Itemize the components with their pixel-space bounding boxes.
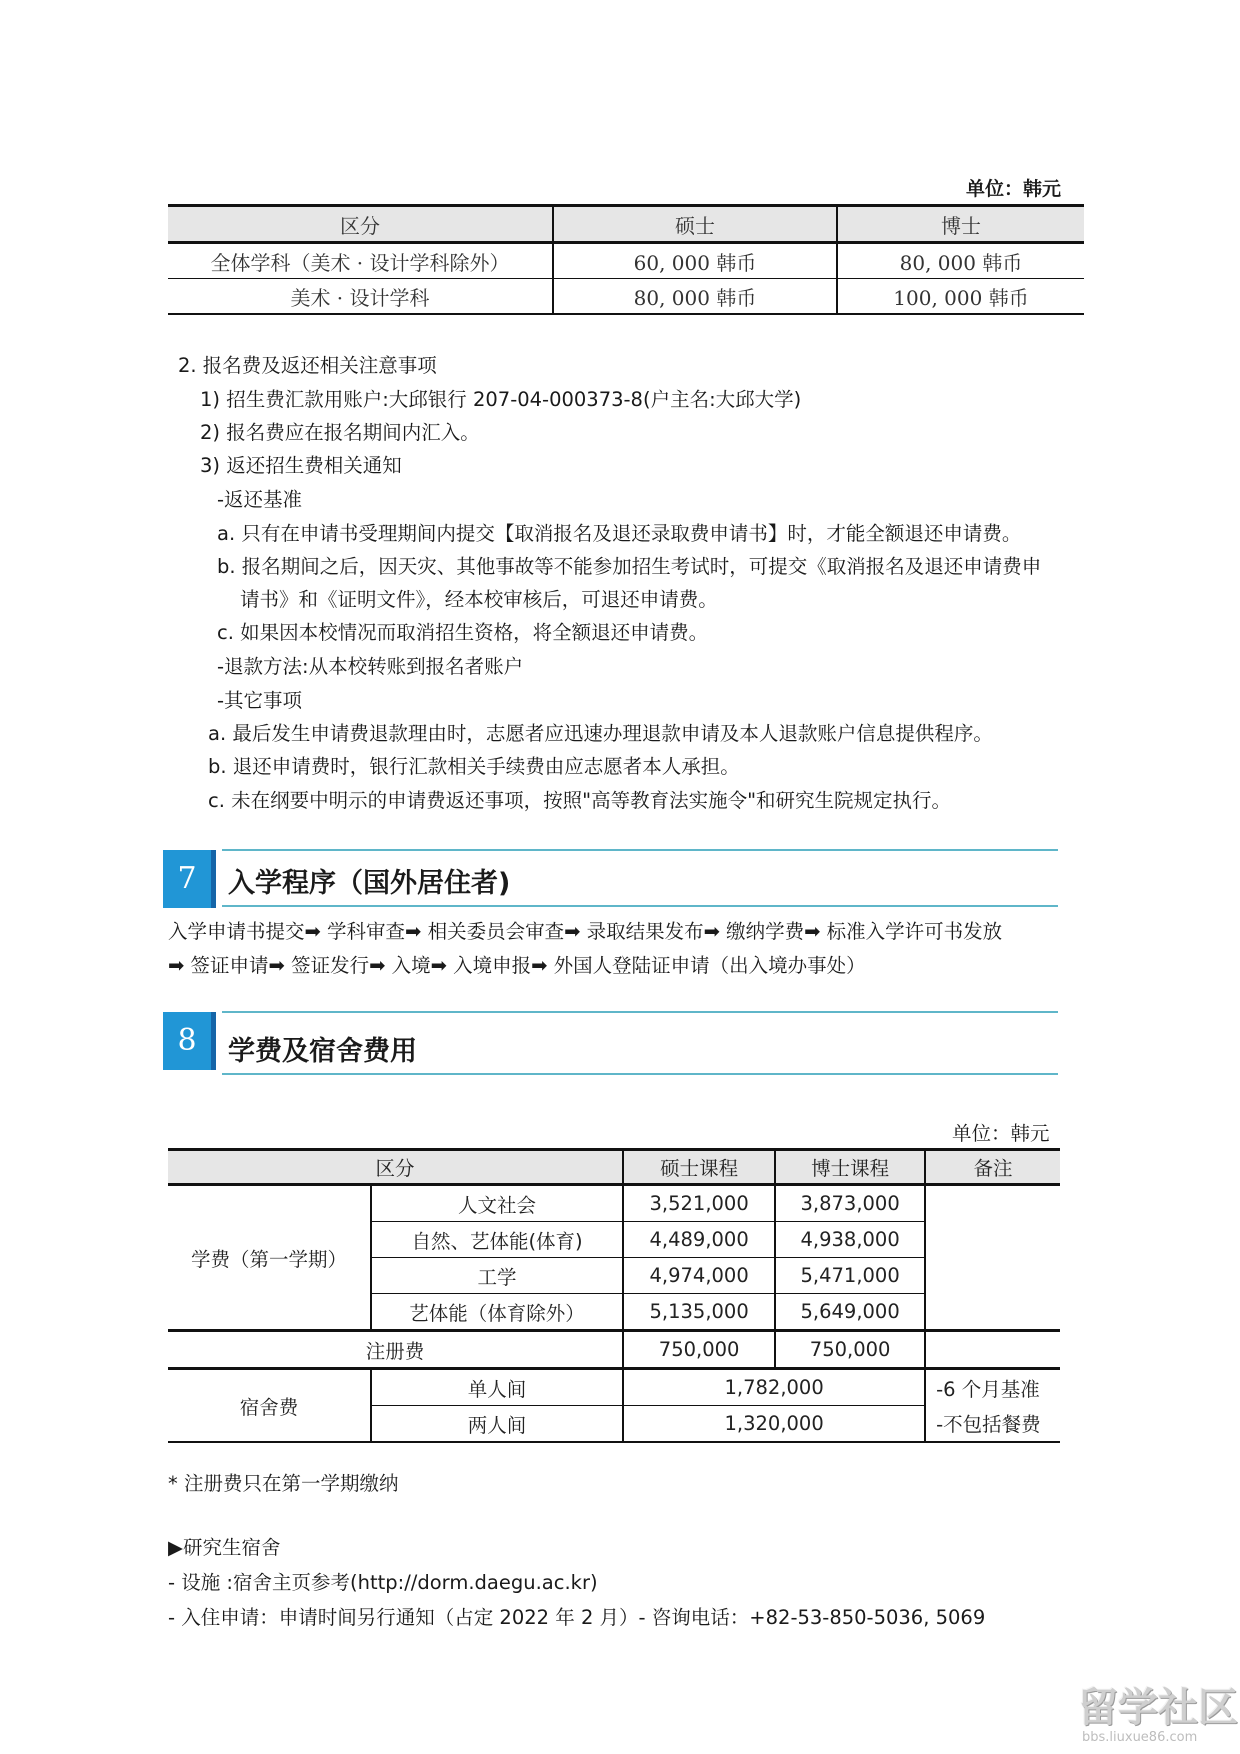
section8-top-rule bbox=[222, 1011, 1058, 1013]
dorm-label: 宿舍费 bbox=[168, 1369, 371, 1443]
note-line: 请书》和《证明文件》，经本校审核后，可退还申请费。 bbox=[240, 588, 718, 611]
row-value: 750,000 bbox=[775, 1331, 925, 1369]
section7-number: 7 bbox=[163, 850, 216, 908]
note-line: -退款方法:从本校转账到报名者账户 bbox=[217, 655, 524, 678]
note-line: c. 如果因本校情况而取消招生资格，将全额退还申请费。 bbox=[217, 621, 709, 644]
registration-label: 注册费 bbox=[168, 1331, 623, 1369]
note-line: a. 只有在申请书受理期间内提交【取消报名及退还录取费申请书】时，才能全额退还申请费。 bbox=[217, 522, 1022, 545]
watermark-logo: 留学社区 bbox=[1078, 1685, 1238, 1731]
table-row bbox=[168, 1185, 1060, 1222]
row-value: 100, 000 韩币 bbox=[837, 279, 1084, 315]
row-value: 80, 000 韩币 bbox=[837, 243, 1084, 279]
section8-number: 8 bbox=[163, 1012, 216, 1070]
dorm-facility: - 设施 :宿舍主页参考(http://dorm.daegu.ac.kr) bbox=[168, 1571, 598, 1594]
note-line: c. 未在纲要中明示的申请费返还事项，按照"高等教育法实施令"和研究生院规定执行。 bbox=[208, 789, 952, 812]
admission-flow-line2: ➡ 签证申请➡ 签证发行➡ 入境➡ 入境申报➡ 外国人登陆证申请（出入境办事处） bbox=[168, 954, 866, 977]
header-category: 区分 bbox=[168, 206, 553, 243]
row-value: 5,135,000 bbox=[623, 1294, 775, 1331]
note-line: 2) 报名费应在报名期间内汇入。 bbox=[200, 421, 480, 444]
header-doctor-course: 博士课程 bbox=[775, 1150, 925, 1185]
footnote: * 注册费只在第一学期缴纳 bbox=[168, 1472, 399, 1495]
note-line: a. 最后发生申请费退款理由时，志愿者应迅速办理退款申请及本人退款账户信息提供程序。 bbox=[208, 722, 993, 745]
note-line: b. 报名期间之后，因天灾、其他事故等不能参加招生考试时，可提交《取消报名及退还申请费申 bbox=[217, 555, 1042, 578]
header-category: 区分 bbox=[168, 1150, 623, 1185]
row-value: 80, 000 韩币 bbox=[553, 279, 837, 315]
note-line: -返还基准 bbox=[217, 488, 303, 511]
section7-bottom-rule bbox=[222, 905, 1058, 907]
section8-title: 学费及宿舍费用 bbox=[228, 1036, 417, 1067]
row-value: 4,489,000 bbox=[623, 1222, 775, 1258]
row-label: 艺体能（体育除外） bbox=[371, 1294, 623, 1331]
note-line: 1) 招生费汇款用账户:大邱银行 207-04-000373-8(户主名:大邱大学) bbox=[200, 388, 802, 411]
row-label: 工学 bbox=[371, 1258, 623, 1294]
row-value: 5,649,000 bbox=[775, 1294, 925, 1331]
remark-cell bbox=[925, 1331, 1060, 1369]
section8-bottom-rule bbox=[222, 1073, 1058, 1075]
row-value: 4,938,000 bbox=[775, 1222, 925, 1258]
dorm-heading: ▶研究生宿舍 bbox=[168, 1536, 281, 1559]
table-row bbox=[168, 1369, 1060, 1406]
header-doctor: 博士 bbox=[837, 206, 1084, 243]
tuition-label: 学费（第一学期） bbox=[168, 1185, 371, 1331]
section7-title: 入学程序（国外居住者) bbox=[228, 868, 511, 899]
row-value: 60, 000 韩币 bbox=[553, 243, 837, 279]
row-value: 3,521,000 bbox=[623, 1185, 775, 1222]
row-value: 1,782,000 bbox=[623, 1369, 925, 1406]
row-value: 5,471,000 bbox=[775, 1258, 925, 1294]
row-value: 1,320,000 bbox=[623, 1406, 925, 1443]
row-value: 3,873,000 bbox=[775, 1185, 925, 1222]
row-label: 自然、艺体能(体育) bbox=[371, 1222, 623, 1258]
table-row bbox=[168, 243, 1084, 279]
header-remarks: 备注 bbox=[925, 1150, 1060, 1185]
row-label: 两人间 bbox=[371, 1406, 623, 1443]
header-master: 硕士 bbox=[553, 206, 837, 243]
table-header-row bbox=[168, 206, 1084, 243]
tuition-dorm-table bbox=[168, 1148, 1060, 1443]
admission-flow-line1: 入学申请书提交➡ 学科审查➡ 相关委员会审查➡ 录取结果发布➡ 缴纳学费➡ 标准入学许可书发放 bbox=[168, 920, 1003, 943]
dorm-application: - 入住申请：申请时间另行通知（占定 2022 年 2 月）- 咨询电话：+82-53-850-5036, 5069 bbox=[168, 1606, 986, 1629]
section7-top-rule bbox=[222, 849, 1058, 851]
header-master-course: 硕士课程 bbox=[623, 1150, 775, 1185]
remark-cell: -6 个月基准 bbox=[925, 1369, 1060, 1406]
watermark-url: bbs.liuxue86.com bbox=[1082, 1730, 1198, 1745]
note-line: -其它事项 bbox=[217, 689, 303, 712]
application-fee-table bbox=[168, 204, 1084, 315]
remark-cell: -不包括餐费 bbox=[925, 1406, 1060, 1443]
row-label: 单人间 bbox=[371, 1369, 623, 1406]
notes-heading: 2. 报名费及返还相关注意事项 bbox=[178, 354, 437, 377]
row-label: 美术 · 设计学科 bbox=[168, 279, 553, 315]
row-label: 人文社会 bbox=[371, 1185, 623, 1222]
row-value: 4,974,000 bbox=[623, 1258, 775, 1294]
table-header-row bbox=[168, 1150, 1060, 1185]
remark-cell bbox=[925, 1185, 1060, 1331]
table1-unit: 单位：韩元 bbox=[966, 178, 1062, 200]
row-value: 750,000 bbox=[623, 1331, 775, 1369]
note-line: b. 退还申请费时，银行汇款相关手续费由应志愿者本人承担。 bbox=[208, 755, 740, 778]
table-row bbox=[168, 1331, 1060, 1369]
table2-unit: 单位：韩元 bbox=[952, 1122, 1050, 1145]
note-line: 3) 返还招生费相关通知 bbox=[200, 454, 402, 477]
row-label: 全体学科（美术 · 设计学科除外） bbox=[168, 243, 553, 279]
table-row bbox=[168, 279, 1084, 315]
